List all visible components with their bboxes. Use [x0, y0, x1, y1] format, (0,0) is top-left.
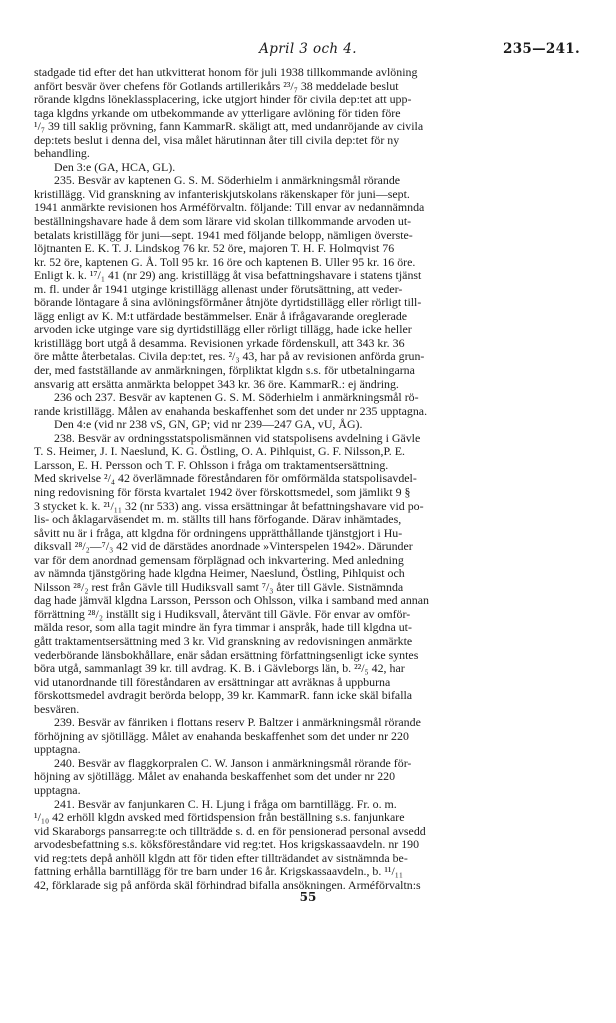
text-line: 238. Besvär av ordningsstatspolismännen vid statspolisens avdelning i Gävle	[54, 431, 421, 445]
text-line: stadgade tid efter det han utkvitterat honom för juli 1938 tillkommande avlöning	[34, 66, 418, 79]
text-line: Den 4:e (vid nr 238 vS, GN, GP; vid nr 239—247 GA, vU, ÅG).	[54, 418, 363, 432]
text-line: 1941 anmärkte revisionen hos Arméförvaltn. följande: Till envar av nedannämnda	[34, 201, 425, 215]
text-line: beställningshavare hade å dem som lärare vid skolan tillkommande arvoden ut-	[34, 215, 412, 229]
text-line: förhöjning av sjötillägg. Målet av enahanda beskaffenhet som det under nr 220	[34, 729, 409, 743]
text-line: Larsson, E. H. Persson och T. F. Ohlsson i fråga om traktamentsersättning.	[34, 458, 389, 472]
text-line: 239. Besvär av fänriken i flottans reserv P. Baltzer i anmärkningsmål rörande	[54, 716, 421, 730]
text-line: öre måtte återbetalas. Civila dep:tet, res. ²/₃ 43, har på av revisionen anförda grun-	[34, 350, 425, 364]
text-line: Med skrivelse ²/₄ 42 överlämnade föreståndaren för omförmälda statspolisavdel-	[34, 472, 417, 486]
text-line: 236 och 237. Besvär av kaptenen G. S. M. Söderhielm i anmärkningsmål rö-	[54, 391, 419, 405]
text-line: 240. Besvär av flaggkorpralen C. W. Janson i anmärkningsmål rörande för-	[54, 756, 412, 770]
text-line: böra utgå, sammanlagt 39 kr. till avdrag. K. B. i Gävleborgs län, b. ²²/₅ 42, har	[34, 662, 405, 676]
text-line: lägg enligt av K. M:t utfärdade bestämmelser. Enär å ifrågavarande oreglerade	[34, 309, 408, 323]
text-line: löjtnanten E. K. T. J. Lindskog 76 kr. 52 öre, majoren T. H. F. Holmqvist 76	[34, 242, 395, 256]
text-line: ning redovisning för första kvartalet 1942 över förskottsmedel, som jämlikt 9 §	[34, 485, 411, 499]
page-number: 55	[299, 890, 317, 904]
text-line: mälda resor, som alla tagit mindre än fyra timmar i anspråk, hade till klgdna ut-	[34, 621, 412, 635]
text-line: 3 stycket k. k. ²¹/₁₁ 32 (nr 533) ang. vissa ersättningar åt befattningshavare vid po-	[34, 499, 424, 513]
text-line: 241. Besvär av fanjunkaren C. H. Ljung i fråga om barntillägg. Fr. o. m.	[54, 797, 397, 811]
text-line: behandling.	[34, 147, 90, 161]
text-line: var för dem anordnad gemensam förplägnad och inkvartering. Med anledning	[34, 553, 404, 567]
text-line: arvoden icke utginge vare sig dyrtidstillägg eller rörligt tillägg, hade icke heller	[34, 323, 412, 337]
text-line: vid reg:tets depå anhöll klgdn att för tiden efter tillträdandet av sistnämnda be-	[34, 851, 408, 865]
text-line: taga klgdns yrkande om utbekommande av ytterligare avlöning för tiden före	[34, 106, 401, 120]
text-line: kristillägg bort utgå å desamma. Revisionen yrkade fördenskull, att 343 kr. 36	[34, 336, 405, 350]
text-line: förrättning ²⁸/₂ inställt sig i Hudiksvall, återvänt till Gävle. För envar av omför-	[34, 607, 411, 621]
text-line: såvitt nu är i fråga, att klgdna för ordningens upprätthållande tjänstgjort i Hu-	[34, 526, 403, 540]
text-line: T. S. Heimer, J. I. Naeslund, K. G. Östling, O. A. Pihlquist, G. F. Nilsson,P. E.	[34, 445, 405, 459]
text-line: ¹/₁₀ 42 erhöll klgdn avsked med förtidspension från beställning s.s. fanjunkare	[34, 811, 405, 825]
header-title: April 3 och 4.	[259, 41, 357, 57]
text-line: gått traktamentsersättning med 3 kr. Vid granskning av redovisningen anmärkte	[34, 634, 413, 648]
text-line: 235. Besvär av kaptenen G. S. M. Söderhielm i anmärkningsmål rörande	[54, 174, 401, 188]
text-line: betalats kristillägg för juni—sept. 1941 med följande belopp, nämligen överste-	[34, 228, 413, 242]
text-line: rande kristillägg. Målen av enahanda beskaffenhet som det under nr 235 upptagna.	[34, 404, 428, 418]
text-line: Den 3:e (GA, HCA, GL).	[54, 160, 176, 174]
text-line: arvodesbefattning s.s. köksföreståndare vid reg:tet. Hos krigskassaavdeln. nr 190	[34, 838, 420, 852]
text-line: m. fl. under år 1941 utginge kristillägg allenast under förutsättning, att veder-	[34, 282, 403, 296]
header-case-range: 235—241.	[503, 41, 580, 57]
text-line: der, med fastställande av anmärkningen, förpliktat klgdn s.s. för utbetalningarna	[34, 364, 415, 378]
text-line: upptagna.	[34, 783, 81, 797]
text-line: upptagna.	[34, 743, 81, 757]
text-line: kr. 52 öre, kaptenen G. Å. Toll 95 kr. 16 öre och kaptenen B. Uller 95 kr. 16 öre.	[34, 255, 416, 269]
text-line: förskottsmedel avdragit berörda belopp, 39 kr. KammarR. fann icke skäl bifalla	[34, 689, 413, 703]
text-line: rörande klgdns löneklassplacering, icke utgjort hinder för civila dep:tet att upp-	[34, 93, 412, 107]
text-line: kristillägg. Vid granskning av infanteriskjutskolans räkenskaper för juni—sept.	[34, 187, 410, 201]
text-line: börande löntagare å sina avlöningsförmåner åtnjöte dyrtidstillägg eller rörligt till-	[34, 296, 422, 310]
text-line: Nilsson ²⁸/₂ rest från Gävle till Hudiksvall samt ⁷/₃ åter till Gävle. Sistnämnda	[34, 580, 404, 594]
text-line: besvären.	[34, 702, 80, 716]
text-line: Enligt k. k. ¹⁷/₁ 41 (nr 29) ang. kristillägg åt visa befattningshavare i statens tjänst	[34, 269, 422, 283]
text-line: fattning erhålla barntillägg för tre barn under 16 år. Krigskassaavdeln., b. ¹¹/₁₁	[34, 865, 404, 879]
text-line: 42, förklarade sig på anförda skäl förhindrad bifalla ansökningen. Arméförvaltn:s	[34, 878, 421, 892]
text-line: dag hade jämväl klgdna Larsson, Persson och Ohlsson, vilka i samband med annan	[34, 594, 429, 608]
text-line: ¹/₇ 39 till saklig prövning, fann KammarR. skäligt att, med undanröjande av civila	[34, 120, 424, 134]
text-line: diksvall ²⁸/₂—⁷/₃ 42 vid de därstädes anordnade »Vinterspelen 1942». Därunder	[34, 540, 413, 554]
text-line: ansvarig att ersätta anmärkta beloppet 343 kr. 36 öre. KammarR.: ej ändring.	[34, 377, 399, 391]
text-line: av nämnda tjänstgöring hade klgdna Heimer, Naeslund, Östling, Pihlquist och	[34, 567, 405, 581]
text-line: höjning av sjötillägg. Målet av enahanda beskaffenhet som det under nr 220	[34, 770, 396, 784]
text-line: vid Skaraborgs pansarreg:te och tillträdde s. d. en för pensionerad personal avsedd	[34, 824, 426, 838]
text-line: vid utanordnande till föreståndaren av ersättningar att avräknas å uppburna	[34, 675, 391, 689]
text-line: lis- och åklagarväsendet m. m. ställts till hans förfogande. Därav inhämtades,	[34, 513, 402, 527]
body-text	[34, 66, 585, 892]
text-line: dep:tets beslut i denna del, visa målet härutinnan åter till civila dep:tet för ny	[34, 133, 400, 147]
text-line: vederbörande länsbokhållare, enär sådan ersättning författningsenligt icke syntes	[34, 648, 419, 662]
text-line: anfört besvär över chefens för Gotlands artillerikårs ²³/₇ 38 meddelade beslut	[34, 79, 399, 93]
running-header	[34, 41, 582, 63]
